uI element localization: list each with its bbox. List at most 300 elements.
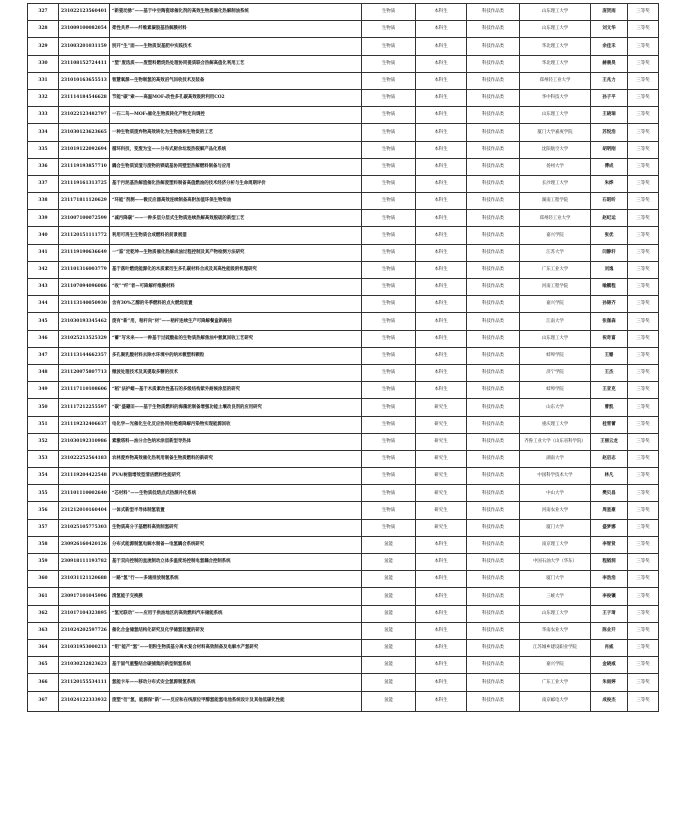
team-leader-cell: 桂雪蕾: [591, 416, 628, 433]
table-row: [28, 433, 659, 450]
project-title-cell: “环能”剂测——微反应器高效连续制备高附加值环保生物柴油: [110, 193, 362, 210]
award-level-cell: 三等奖: [628, 536, 659, 553]
student-level-cell: 研究生: [416, 450, 467, 467]
row-number-cell: 352: [28, 433, 59, 450]
table-row: [28, 605, 659, 622]
work-type-cell: 科技作品类: [467, 313, 520, 330]
row-number-cell: 344: [28, 296, 59, 313]
project-title-cell: 基于污泥基热解渣催化热解废塑料制备高值燃油的技术经济分析与生命周期评价: [110, 175, 362, 192]
award-level-cell: 三等奖: [628, 4, 659, 21]
category-cell: 生物质: [362, 382, 416, 399]
table-row: [28, 55, 659, 72]
row-number-cell: 346: [28, 330, 59, 347]
university-cell: 河南农业大学: [520, 502, 591, 519]
student-level-cell: 本科生: [416, 382, 467, 399]
award-level-cell: 三等奖: [628, 72, 659, 89]
university-cell: 厦门大学嘉庚学院: [520, 124, 591, 141]
project-id-cell: 231108152724411: [59, 55, 110, 72]
project-id-cell: 231114184546628: [59, 89, 110, 106]
table-row: [28, 416, 659, 433]
award-level-cell: 三等奖: [628, 210, 659, 227]
project-title-cell: 一“鉴”定乾坤—生物质催化热解成油过程控制及其产物检测方法研究: [110, 244, 362, 261]
work-type-cell: 科技作品类: [467, 622, 520, 639]
university-cell: 广东工业大学: [520, 674, 591, 691]
student-level-cell: 本科生: [416, 605, 467, 622]
category-cell: 生物质: [362, 296, 416, 313]
category-cell: 氢能: [362, 639, 416, 656]
student-level-cell: 本科生: [416, 210, 467, 227]
team-leader-cell: 王姗: [591, 347, 628, 364]
table-row: [28, 588, 659, 605]
university-cell: 中国石油大学（华东）: [520, 554, 591, 571]
student-level-cell: 本科生: [416, 4, 467, 21]
student-level-cell: 本科生: [416, 330, 467, 347]
student-level-cell: 本科生: [416, 279, 467, 296]
team-leader-cell: 肖威: [591, 639, 628, 656]
project-title-cell: “塑”废选质——废塑料燃烧热处理协同提质联合热解高值化利用工艺: [110, 55, 362, 72]
award-level-cell: 三等奖: [628, 175, 659, 192]
category-cell: 生物质: [362, 416, 416, 433]
team-leader-cell: 樊贝昌: [591, 485, 628, 502]
category-cell: 生物质: [362, 227, 416, 244]
row-number-cell: 364: [28, 639, 59, 656]
row-number-cell: 348: [28, 364, 59, 381]
project-title-cell: 利用可再生生物质合成燃料的前景展望: [110, 227, 362, 244]
university-cell: 嘉兴学院: [520, 657, 591, 674]
team-leader-cell: 王亚克: [591, 382, 628, 399]
row-number-cell: 328: [28, 21, 59, 38]
row-number-cell: 339: [28, 210, 59, 227]
work-type-cell: 科技作品类: [467, 502, 520, 519]
row-number-cell: 357: [28, 519, 59, 536]
work-type-cell: 科技作品类: [467, 296, 520, 313]
category-cell: 生物质: [362, 175, 416, 192]
project-id-cell: 231030193345462: [59, 313, 110, 330]
award-level-cell: 三等奖: [628, 399, 659, 416]
table-row: [28, 210, 659, 227]
award-table: [27, 3, 659, 712]
work-type-cell: 科技作品类: [467, 571, 520, 588]
project-title-cell: “蓄”写未来——一种基于过硫酸盐的生物质热解焦油中氨氮回收工艺研究: [110, 330, 362, 347]
project-title-cell: 农林废弃物高效催化热利用制备生物质燃料的新研究: [110, 450, 362, 467]
team-leader-cell: 胡明刚: [591, 141, 628, 158]
project-title-cell: 电化学—光催化生化反应协同杜绝难降解污染物实现能源回收: [110, 416, 362, 433]
table-row: [28, 536, 659, 553]
project-id-cell: 231113144662357: [59, 347, 110, 364]
university-cell: 华南农业大学: [520, 622, 591, 639]
award-level-cell: 三等奖: [628, 124, 659, 141]
project-id-cell: 231120151111772: [59, 227, 110, 244]
award-level-cell: 三等奖: [628, 691, 659, 711]
student-level-cell: 本科生: [416, 588, 467, 605]
university-cell: 沈阳航空大学: [520, 141, 591, 158]
project-id-cell: 231022123560401: [59, 4, 110, 21]
category-cell: 生物质: [362, 313, 416, 330]
university-cell: 江南大学: [520, 313, 591, 330]
university-cell: 济宁学院: [520, 364, 591, 381]
project-title-cell: 清氢能子交换膜: [110, 588, 362, 605]
university-cell: 山东理工大学: [520, 21, 591, 38]
category-cell: 生物质: [362, 330, 416, 347]
work-type-cell: 科技作品类: [467, 657, 520, 674]
award-level-cell: 三等奖: [628, 571, 659, 588]
project-title-cell: 基于落叶燃烧能源化的木质素衍生多孔碳材料合成及其高性能吸附机理研究: [110, 261, 362, 278]
team-leader-cell: 张珈森: [591, 313, 628, 330]
university-cell: 江苏大学: [520, 244, 591, 261]
team-leader-cell: 王杰: [591, 364, 628, 381]
project-title-cell: 氢能卡车——移动分布式安全氢源制氢系统: [110, 674, 362, 691]
team-leader-cell: 王子琦: [591, 605, 628, 622]
project-id-cell: 231024202597726: [59, 622, 110, 639]
row-number-cell: 329: [28, 38, 59, 55]
category-cell: 生物质: [362, 4, 416, 21]
team-leader-cell: 赫晨昊: [591, 55, 628, 72]
project-id-cell: 231010163655513: [59, 72, 110, 89]
student-level-cell: 本科生: [416, 55, 467, 72]
university-cell: 厦门大学: [520, 519, 591, 536]
work-type-cell: 科技作品类: [467, 519, 520, 536]
student-level-cell: 本科生: [416, 124, 467, 141]
project-title-cell: 别开“生”面——生物质炭基肥中实践技术: [110, 38, 362, 55]
team-leader-cell: 刘逸: [591, 261, 628, 278]
student-level-cell: 本科生: [416, 175, 467, 192]
team-leader-cell: 傅成: [591, 158, 628, 175]
table-row: [28, 72, 659, 89]
university-cell: 湖南工程学院: [520, 193, 591, 210]
work-type-cell: 科技作品类: [467, 364, 520, 381]
university-cell: 华中科技大学: [520, 89, 591, 106]
project-id-cell: 230926160420126: [59, 536, 110, 553]
category-cell: 生物质: [362, 485, 416, 502]
project-id-cell: 231107094096086: [59, 279, 110, 296]
student-level-cell: 本科生: [416, 158, 467, 175]
award-level-cell: 三等奖: [628, 450, 659, 467]
student-level-cell: 本科生: [416, 691, 467, 711]
project-id-cell: 231119204422548: [59, 468, 110, 485]
category-cell: 生物质: [362, 433, 416, 450]
project-title-cell: “新瓷动脉”——基于中空陶瓷球催化剂的高效生物质催化热解制油系统: [110, 4, 362, 21]
student-level-cell: 研究生: [416, 433, 467, 450]
student-level-cell: 本科生: [416, 571, 467, 588]
category-cell: 氢能: [362, 536, 416, 553]
row-number-cell: 330: [28, 55, 59, 72]
award-level-cell: 三等奖: [628, 279, 659, 296]
work-type-cell: 科技作品类: [467, 382, 520, 399]
project-title-cell: 素激塔料—油分合色纳米涂层新型导热体: [110, 433, 362, 450]
project-id-cell: 231119161313725: [59, 175, 110, 192]
table-row: [28, 502, 659, 519]
work-type-cell: 科技作品类: [467, 639, 520, 656]
team-leader-cell: 林凡: [591, 468, 628, 485]
project-title-cell: 基于固气重整结合碳捕集的新型制氢系统: [110, 657, 362, 674]
team-leader-cell: 成俊杰: [591, 691, 628, 711]
table-row: [28, 468, 659, 485]
project-id-cell: 231031121120688: [59, 571, 110, 588]
table-row: [28, 4, 659, 21]
student-level-cell: 本科生: [416, 72, 467, 89]
project-id-cell: 230917101045996: [59, 588, 110, 605]
project-title-cell: 多孔聚乳酸材料去除水环境中的纳米微塑料颗粒: [110, 347, 362, 364]
project-title-cell: PVA/树脂增效型清洁燃料性能研究: [110, 468, 362, 485]
table-row: [28, 382, 659, 399]
row-number-cell: 337: [28, 175, 59, 192]
award-level-cell: 三等奖: [628, 261, 659, 278]
student-level-cell: 本科生: [416, 347, 467, 364]
row-number-cell: 367: [28, 691, 59, 711]
project-id-cell: 231025213525329: [59, 330, 110, 347]
table-row: [28, 450, 659, 467]
work-type-cell: 科技作品类: [467, 175, 520, 192]
work-type-cell: 科技作品类: [467, 124, 520, 141]
category-cell: 生物质: [362, 364, 416, 381]
table-row: [28, 279, 659, 296]
project-id-cell: 231119190636649: [59, 244, 110, 261]
category-cell: 生物质: [362, 261, 416, 278]
category-cell: 氢能: [362, 657, 416, 674]
work-type-cell: 科技作品类: [467, 261, 520, 278]
project-id-cell: 231022123482797: [59, 107, 110, 124]
work-type-cell: 科技作品类: [467, 536, 520, 553]
work-type-cell: 科技作品类: [467, 279, 520, 296]
work-type-cell: 科技作品类: [467, 433, 520, 450]
student-level-cell: 本科生: [416, 261, 467, 278]
project-title-cell: 废塑“衍”氢，能源保“新”——反应和在线原位甲醇氢能氢电池系统设计及其他低碳化性能: [110, 691, 362, 711]
award-level-cell: 三等奖: [628, 433, 659, 450]
team-leader-cell: 苏悦浩: [591, 124, 628, 141]
category-cell: 生物质: [362, 124, 416, 141]
university-cell: 湖南大学: [520, 450, 591, 467]
team-leader-cell: 余佳禾: [591, 38, 628, 55]
category-cell: 生物质: [362, 107, 416, 124]
award-level-cell: 三等奖: [628, 382, 659, 399]
category-cell: 氢能: [362, 691, 416, 711]
project-title-cell: 节能“碳”索——高温MOF₅改性多孔碳高效吸附利用CO2: [110, 89, 362, 106]
student-level-cell: 研究生: [416, 399, 467, 416]
student-level-cell: 本科生: [416, 674, 467, 691]
team-leader-cell: 王晓瑞: [591, 107, 628, 124]
team-leader-cell: 张优: [591, 227, 628, 244]
category-cell: 生物质: [362, 21, 416, 38]
row-number-cell: 362: [28, 605, 59, 622]
student-level-cell: 本科生: [416, 89, 467, 106]
team-leader-cell: 孙锦齐: [591, 296, 628, 313]
student-level-cell: 研究生: [416, 519, 467, 536]
category-cell: 氢能: [362, 674, 416, 691]
work-type-cell: 科技作品类: [467, 450, 520, 467]
table-row: [28, 554, 659, 571]
project-id-cell: 231101316003779: [59, 261, 110, 278]
row-number-cell: 341: [28, 244, 59, 261]
row-number-cell: 351: [28, 416, 59, 433]
category-cell: 生物质: [362, 468, 416, 485]
row-number-cell: 338: [28, 193, 59, 210]
work-type-cell: 科技作品类: [467, 89, 520, 106]
table-row: [28, 141, 659, 158]
row-number-cell: 363: [28, 622, 59, 639]
work-type-cell: 科技作品类: [467, 605, 520, 622]
category-cell: 生物质: [362, 347, 416, 364]
university-cell: 江苏城乡建设职业学院: [520, 639, 591, 656]
row-number-cell: 360: [28, 571, 59, 588]
student-level-cell: 本科生: [416, 38, 467, 55]
project-title-cell: “氢光联动”——应用于供油地区的高效燃料汽车储能系统: [110, 605, 362, 622]
team-leader-cell: 周星豪: [591, 502, 628, 519]
project-title-cell: “减污降碳”——一种多层分层式生物质连续热解高效脱硫的新型工艺: [110, 210, 362, 227]
project-title-cell: 微波处理技术及其提取多糖的技术: [110, 364, 362, 381]
university-cell: 华北理工大学: [520, 38, 591, 55]
award-level-cell: 三等奖: [628, 193, 659, 210]
row-number-cell: 358: [28, 536, 59, 553]
university-cell: 重庆理工大学: [520, 416, 591, 433]
table-row: [28, 674, 659, 691]
team-leader-cell: 庞贺雨: [591, 4, 628, 21]
team-leader-cell: 赵纪运: [591, 210, 628, 227]
student-level-cell: 本科生: [416, 313, 467, 330]
project-id-cell: 231212010160404: [59, 502, 110, 519]
category-cell: 生物质: [362, 519, 416, 536]
row-number-cell: 336: [28, 158, 59, 175]
project-title-cell: 一体式新型半导体制氢装置: [110, 502, 362, 519]
project-title-cell: “稻”法护蜡—基于木质素改性基石的多级结构紫外耐候涂层的研究: [110, 382, 362, 399]
project-id-cell: 231117212255597: [59, 399, 110, 416]
university-cell: 山东理工大学: [520, 330, 591, 347]
award-level-cell: 三等奖: [628, 468, 659, 485]
award-level-cell: 三等奖: [628, 330, 659, 347]
table-row: [28, 622, 659, 639]
project-title-cell: 催化合金储氢结构化研究及化学储氢装置的研发: [110, 622, 362, 639]
category-cell: 生物质: [362, 279, 416, 296]
university-cell: 扬州大学: [520, 158, 591, 175]
project-id-cell: 231017104323895: [59, 605, 110, 622]
project-title-cell: 一种生物质废弃物高效转化为生物油和生物炭的工艺: [110, 124, 362, 141]
university-cell: 蚌埠学院: [520, 382, 591, 399]
student-level-cell: 研究生: [416, 502, 467, 519]
project-id-cell: 230918111193782: [59, 554, 110, 571]
university-cell: 中国科学技术大学: [520, 468, 591, 485]
category-cell: 氢能: [362, 554, 416, 571]
table-row: [28, 330, 659, 347]
student-level-cell: 本科生: [416, 141, 467, 158]
work-type-cell: 科技作品类: [467, 141, 520, 158]
student-level-cell: 研究生: [416, 416, 467, 433]
project-id-cell: 231120155534111: [59, 674, 110, 691]
row-number-cell: 343: [28, 279, 59, 296]
category-cell: 生物质: [362, 158, 416, 175]
award-level-cell: 三等奖: [628, 89, 659, 106]
category-cell: 生物质: [362, 244, 416, 261]
row-number-cell: 349: [28, 382, 59, 399]
award-level-cell: 三等奖: [628, 347, 659, 364]
university-cell: 山东理工大学: [520, 107, 591, 124]
project-id-cell: 231030232823623: [59, 657, 110, 674]
table-row: [28, 639, 659, 656]
work-type-cell: 科技作品类: [467, 38, 520, 55]
team-leader-cell: 王兆力: [591, 72, 628, 89]
work-type-cell: 科技作品类: [467, 485, 520, 502]
table-row: [28, 89, 659, 106]
table-row: [28, 657, 659, 674]
row-number-cell: 366: [28, 674, 59, 691]
project-title-cell: 一路“氢”行——多通排放制氢系统: [110, 571, 362, 588]
award-level-cell: 三等奖: [628, 416, 659, 433]
row-number-cell: 353: [28, 450, 59, 467]
award-table-body: [28, 4, 659, 712]
work-type-cell: 科技作品类: [467, 554, 520, 571]
team-leader-cell: 喻鹏程: [591, 279, 628, 296]
award-level-cell: 三等奖: [628, 21, 659, 38]
project-title-cell: 分布式能源制氢电解水制备—电氢耦合系统研究: [110, 536, 362, 553]
table-row: [28, 313, 659, 330]
student-level-cell: 研究生: [416, 468, 467, 485]
award-level-cell: 三等奖: [628, 313, 659, 330]
project-id-cell: 231117110108606: [59, 382, 110, 399]
row-number-cell: 361: [28, 588, 59, 605]
work-type-cell: 科技作品类: [467, 674, 520, 691]
student-level-cell: 本科生: [416, 21, 467, 38]
row-number-cell: 355: [28, 485, 59, 502]
project-title-cell: 一石二鸟—MOF₅催化生物质转化产物定向调控: [110, 107, 362, 124]
university-cell: 郑州轻工业大学: [520, 72, 591, 89]
student-level-cell: 本科生: [416, 622, 467, 639]
work-type-cell: 科技作品类: [467, 347, 520, 364]
team-leader-cell: 金晓威: [591, 657, 628, 674]
university-cell: 山东理工大学: [520, 4, 591, 21]
award-level-cell: 三等奖: [628, 38, 659, 55]
work-type-cell: 科技作品类: [467, 588, 520, 605]
table-row: [28, 399, 659, 416]
table-row: [28, 21, 659, 38]
project-id-cell: 231022252564183: [59, 450, 110, 467]
table-row: [28, 244, 659, 261]
category-cell: 生物质: [362, 141, 416, 158]
table-row: [28, 691, 659, 711]
category-cell: 生物质: [362, 193, 416, 210]
student-level-cell: 本科生: [416, 107, 467, 124]
award-level-cell: 三等奖: [628, 227, 659, 244]
row-number-cell: 334: [28, 124, 59, 141]
university-cell: 长沙理工大学: [520, 175, 591, 192]
award-level-cell: 三等奖: [628, 296, 659, 313]
team-leader-cell: 石昭昕: [591, 193, 628, 210]
project-id-cell: 231024122333932: [59, 691, 110, 711]
table-row: [28, 485, 659, 502]
project-title-cell: 柔性共界——纤维素凝胶基热解膜材料: [110, 21, 362, 38]
project-title-cell: 耦合生物质炭渣与废物的镁硫基协同壁型热解燃料制备与应用: [110, 158, 362, 175]
team-leader-cell: 王丽云龙: [591, 433, 628, 450]
project-id-cell: 231171811120629: [59, 193, 110, 210]
row-number-cell: 335: [28, 141, 59, 158]
team-leader-cell: 刘文华: [591, 21, 628, 38]
project-id-cell: 231007100072599: [59, 210, 110, 227]
project-id-cell: 231030123623665: [59, 124, 110, 141]
row-number-cell: 347: [28, 347, 59, 364]
student-level-cell: 本科生: [416, 296, 467, 313]
table-row: [28, 519, 659, 536]
university-cell: 山东理工大学: [520, 605, 591, 622]
award-level-cell: 三等奖: [628, 244, 659, 261]
team-leader-cell: 李浩浩: [591, 571, 628, 588]
work-type-cell: 科技作品类: [467, 330, 520, 347]
team-leader-cell: 朱烨: [591, 175, 628, 192]
row-number-cell: 345: [28, 313, 59, 330]
work-type-cell: 科技作品类: [467, 468, 520, 485]
work-type-cell: 科技作品类: [467, 55, 520, 72]
team-leader-cell: 曹凯: [591, 399, 628, 416]
table-row: [28, 571, 659, 588]
row-number-cell: 332: [28, 89, 59, 106]
award-level-cell: 三等奖: [628, 554, 659, 571]
project-id-cell: 231019122092694: [59, 141, 110, 158]
